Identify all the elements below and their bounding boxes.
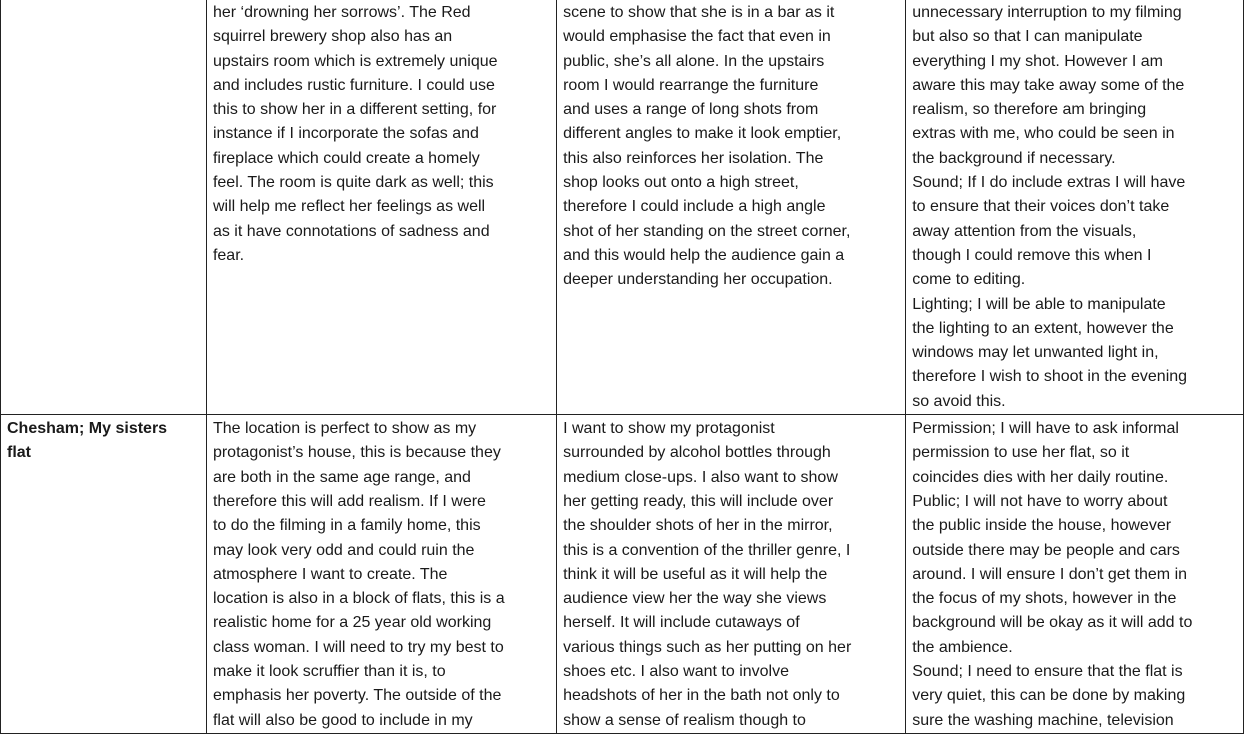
cell-text-line: headshots of her in the bath not only to [563, 687, 840, 705]
cell-text-line: away attention from the visuals, [912, 222, 1137, 240]
cell-text-line: background will be okay as it will add to [912, 614, 1193, 632]
cell-text-line: scene to show that she is in a bar as it [563, 4, 835, 21]
cell-text-line: permission to use her flat, so it [912, 444, 1130, 462]
table-row [1, 415, 1244, 734]
cell-text-line: upstairs room which is extremely unique [212, 52, 498, 70]
cell-text-line: will help me reflect her feelings as well [212, 198, 486, 216]
cell-text-line: show a sense of realism though to [563, 711, 806, 729]
cell-text-line: instance if I incorporate the sofas and [212, 125, 479, 143]
cell-text-line: deeper understanding her occupation. [563, 271, 833, 289]
cell-text-line: fear. [212, 246, 245, 264]
cell-text-line: surrounded by alcohol bottles through [563, 444, 831, 462]
cell-text-line: room I would rearrange the furniture [563, 76, 819, 94]
location-cell [1, 0, 207, 415]
cell-text-line: the ambience. [912, 638, 1013, 656]
cell-text-line: extras with me, who could be seen in [912, 125, 1175, 143]
cell-text-line: to do the filming in a family home, this [212, 517, 481, 535]
cell-text-line: Public; I will not have to worry about [912, 492, 1168, 510]
shots-cell [557, 415, 906, 734]
cell-text-line: realism, so therefore am bringing [912, 101, 1147, 119]
cell-text-line: coincides dies with her daily routine. [912, 468, 1169, 486]
cell-text-line: very quiet, this can be done by making [912, 687, 1186, 705]
cell-text-line: Sound; I need to ensure that the flat is [912, 663, 1183, 681]
cell-text-line: unnecessary interruption to my filming [912, 4, 1182, 21]
cell-text-line: the public inside the house, however [912, 517, 1172, 535]
cell-text-line: herself. It will include cutaways of [563, 614, 800, 632]
cell-text-line: various things such as her putting on her [563, 638, 852, 656]
location-name-line: flat [7, 444, 31, 462]
cell-text-line: audience view her the way she views [563, 590, 827, 608]
cell-text-line: therefore this will add realism. If I were [212, 492, 486, 510]
cell-text-line: aware this may take away some of the [912, 76, 1185, 94]
cell-text-line: come to editing. [912, 271, 1026, 289]
cell-text-line: feel. The room is quite dark as well; this [212, 174, 494, 192]
cell-text-line: protagonist’s house, this is because they [212, 444, 501, 462]
cell-text-line: the background if necessary. [912, 149, 1116, 167]
cell-text-line: The location is perfect to show as my [212, 420, 477, 438]
cell-text-line: this is a convention of the thriller genre, I [563, 541, 851, 559]
cell-text-line: outside there may be people and cars [912, 541, 1180, 559]
cell-text-line: this to show her in a different setting, for [212, 101, 497, 119]
cell-text-line: this also reinforces her isolation. The [563, 149, 824, 167]
shots-cell [557, 0, 906, 415]
cell-text-line: flat will also be good to include in my [212, 711, 473, 729]
cell-text-line: Permission; I will have to ask informal [912, 420, 1179, 438]
cell-text-line: therefore I wish to shoot in the evening [912, 368, 1188, 386]
cell-text-line: and includes rustic furniture. I could use [212, 76, 495, 94]
cell-text-line: so avoid this. [912, 392, 1006, 410]
location-cell [1, 415, 207, 734]
cell-text-line: class woman. I will need to try my best to [212, 638, 504, 656]
cell-text-line: I want to show my protagonist [563, 420, 775, 438]
cell-text-line: sure the washing machine, television [912, 711, 1174, 729]
cell-text-line: Lighting; I will be able to manipulate [912, 295, 1166, 313]
cell-text-line: fireplace which could create a homely [212, 149, 480, 167]
cell-text-line: her getting ready, this will include over [563, 492, 834, 510]
cell-text-line: Sound; If I do include extras I will have [912, 174, 1186, 192]
cell-text-line: atmosphere I want to create. The [212, 565, 448, 583]
issues-cell [906, 415, 1244, 734]
cell-text-line: as it have connotations of sadness and [212, 222, 490, 240]
cell-text-line: but also so that I can manipulate [912, 28, 1143, 46]
cell-text-line: shot of her standing on the street corner, [563, 222, 851, 240]
cell-text-line: realistic home for a 25 year old working [212, 614, 492, 632]
reason-cell [206, 0, 556, 415]
cell-text-line: around. I will ensure I don’t get them in [912, 565, 1188, 583]
cell-text-line: emphasis her poverty. The outside of the [212, 687, 502, 705]
cell-text-line: the lighting to an extent, however the [912, 319, 1174, 337]
table-body [1, 0, 1244, 733]
cell-text-line: to ensure that their voices don’t take [912, 198, 1170, 216]
cell-text-line: make it look scruffier than it is, to [212, 663, 446, 681]
cell-text-line: think it will be useful as it will help the [563, 565, 828, 583]
issues-cell [906, 0, 1244, 415]
location-name-line: Chesham; My sisters [7, 420, 168, 438]
cell-text-line: windows may let unwanted light in, [912, 344, 1159, 362]
cell-text-line: location is also in a block of flats, this is a [212, 590, 505, 608]
cell-text-line: her ‘drowning her sorrows’. The Red [212, 4, 471, 21]
cell-text-line: public, she’s all alone. In the upstairs [563, 52, 825, 70]
cell-text-line: medium close-ups. I also want to show [563, 468, 838, 486]
cell-text-line: shop looks out onto a high street, [563, 174, 799, 192]
cell-text-line: the focus of my shots, however in the [912, 590, 1177, 608]
cell-text-line: the shoulder shots of her in the mirror, [563, 517, 833, 535]
cell-text-line: though I could remove this when I [912, 246, 1152, 264]
cell-text-line: are both in the same age range, and [212, 468, 471, 486]
cell-text-line: squirrel brewery shop also has an [212, 28, 453, 46]
cell-text-line: would emphasise the fact that even in [563, 28, 831, 46]
cell-text-line: may look very odd and could ruin the [212, 541, 475, 559]
table-row [1, 0, 1244, 415]
reason-cell [206, 415, 556, 734]
cell-text-line: different angles to make it look emptier, [563, 125, 842, 143]
cell-text-line: and this would help the audience gain a [563, 246, 845, 264]
cell-text-line: shoes etc. I also want to involve [563, 663, 789, 681]
cell-text-line: everything I my shot. However I am [912, 52, 1163, 70]
cell-text-line: and uses a range of long shots from [563, 101, 819, 119]
cell-text-line: therefore I could include a high angle [563, 198, 826, 216]
